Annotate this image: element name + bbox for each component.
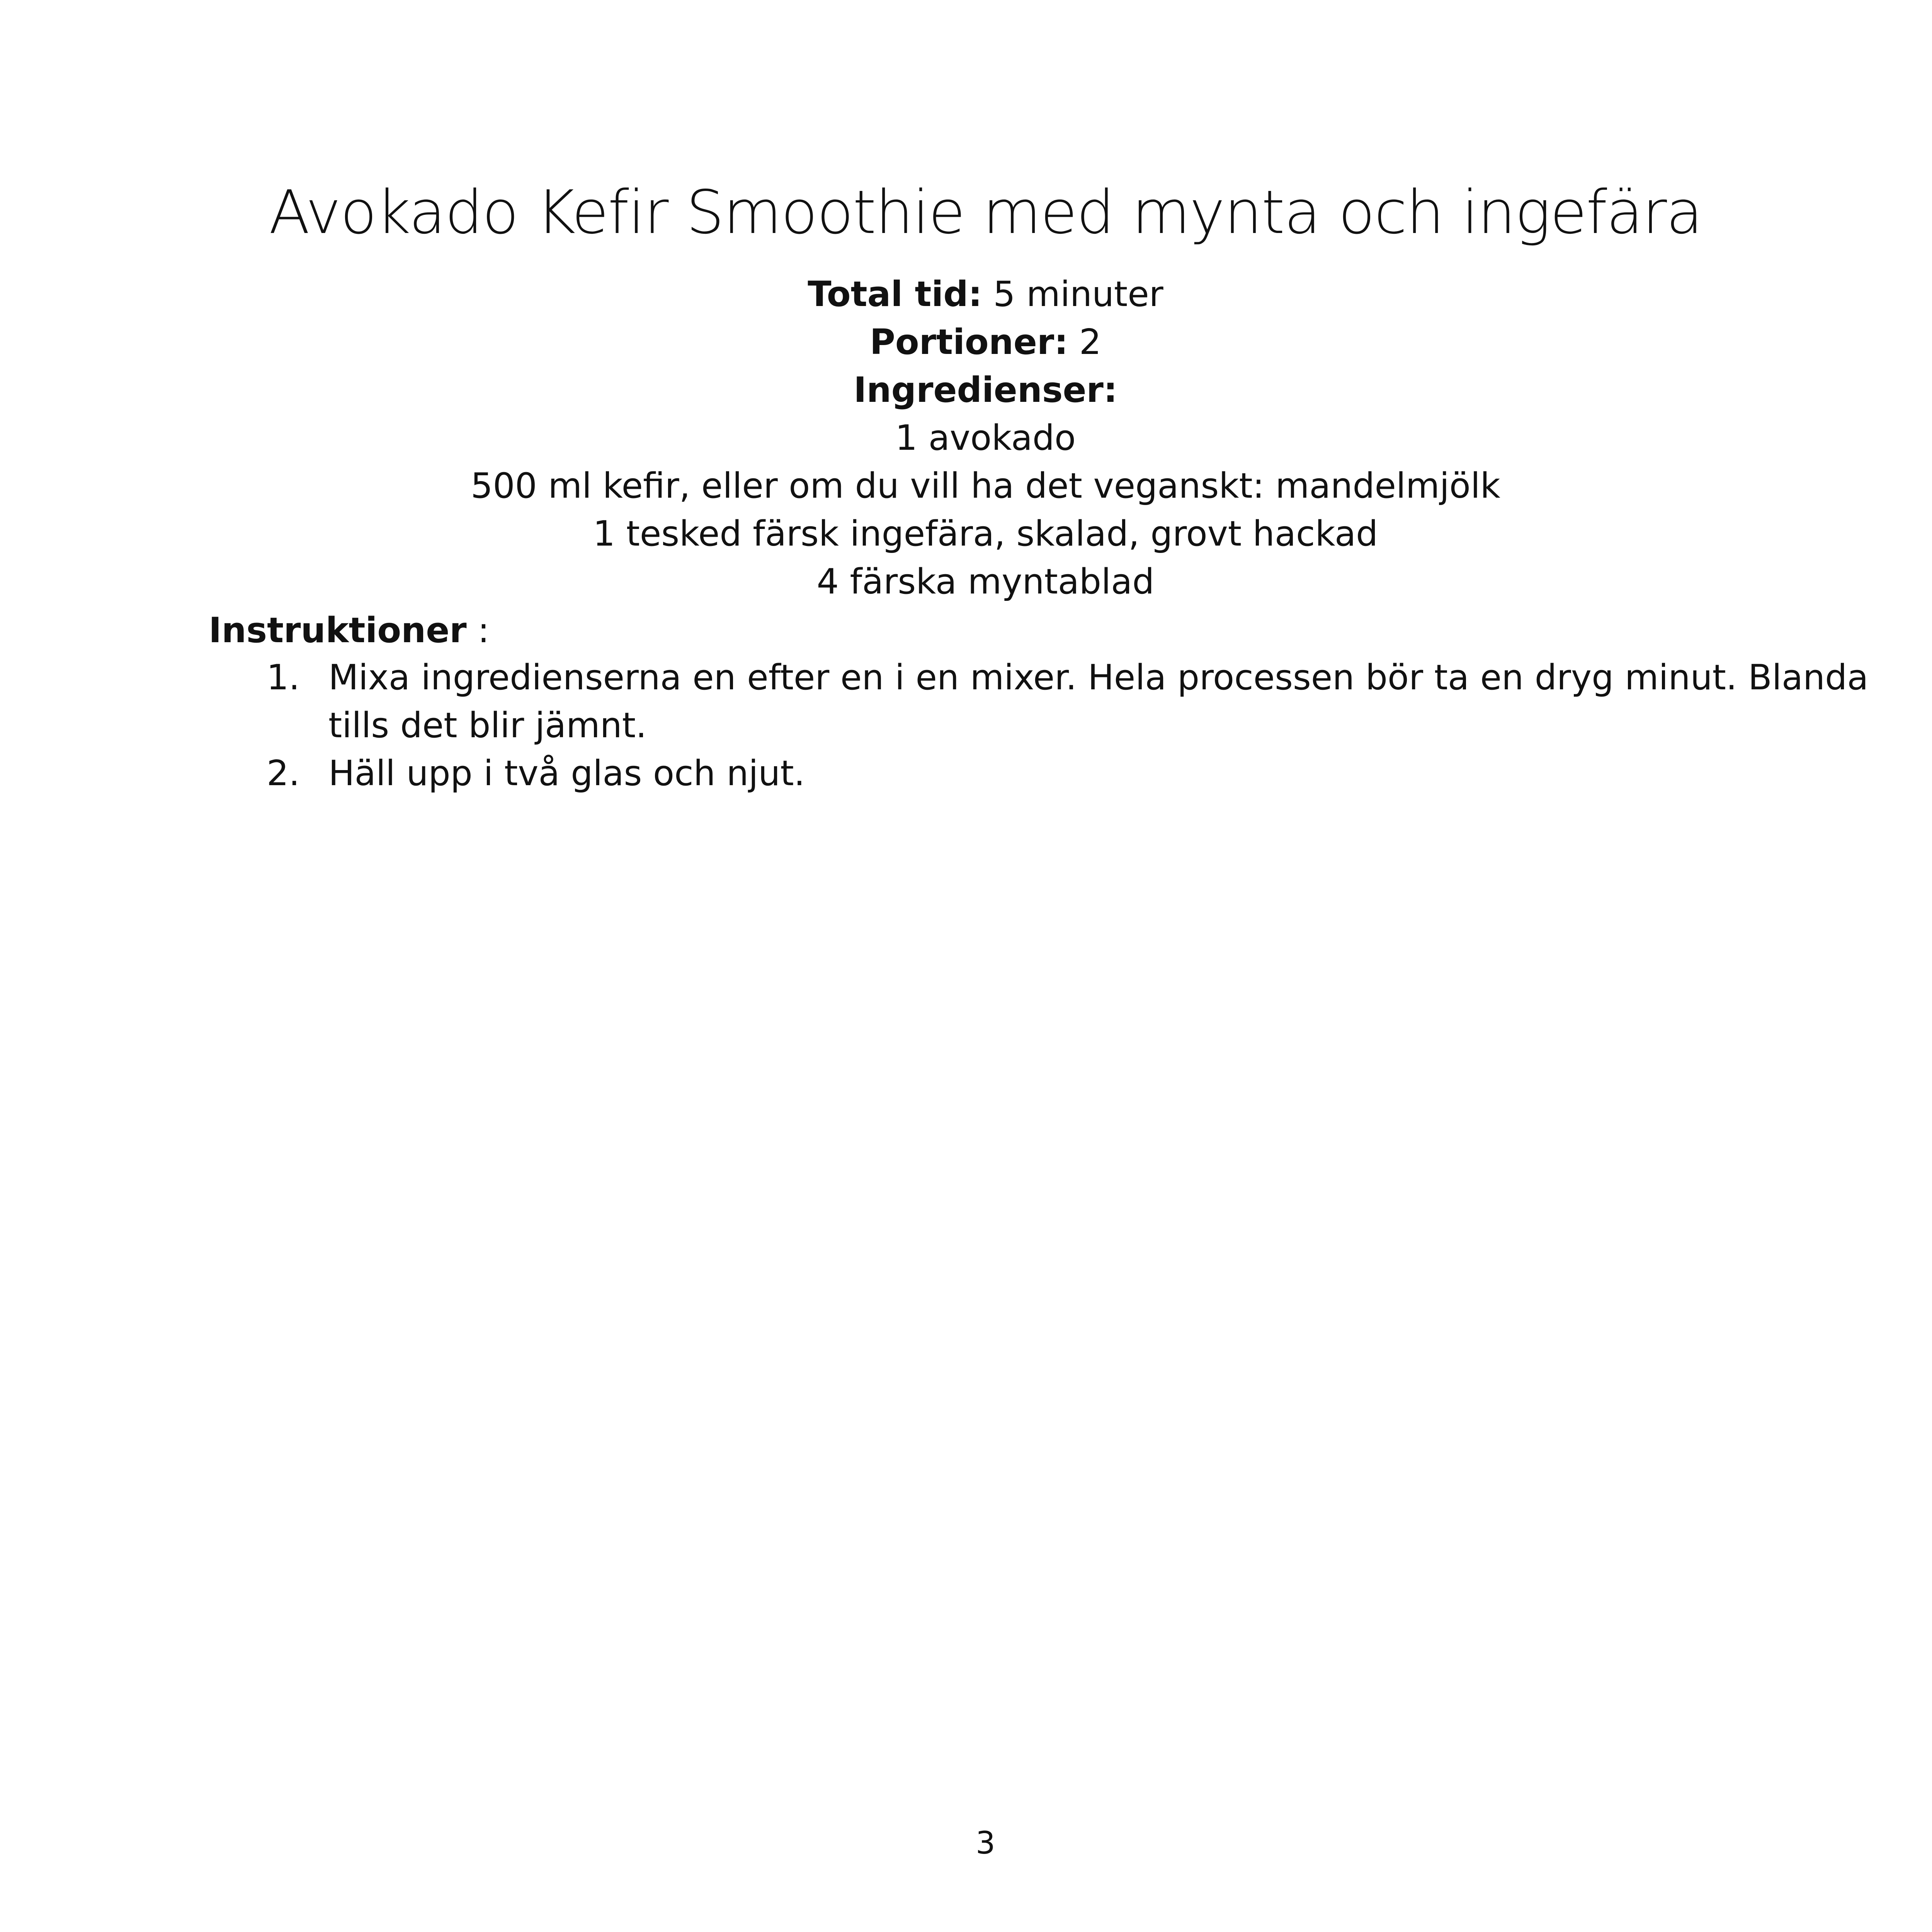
ingredient-item: 1 avokado xyxy=(895,418,1076,458)
servings-label: Portioner: xyxy=(869,322,1068,362)
instruction-step xyxy=(267,750,1889,798)
step-text: Mixa ingredienserna en efter en i en mixer. Hela processen bör ta en dryg minut. Blanda tills det blir jämnt. xyxy=(328,657,1869,746)
page-number: 3 xyxy=(976,1825,995,1861)
step-text: Häll upp i två glas och njut. xyxy=(328,753,805,794)
ingredients-heading xyxy=(0,366,1932,414)
total-time-label: Total tid: xyxy=(808,274,982,315)
ingredient-item: 1 tesked färsk ingefära, skalad, grovt hackad xyxy=(593,514,1378,554)
instruction-step xyxy=(267,654,1889,750)
instructions-heading xyxy=(209,607,490,655)
instructions-label-suffix: : xyxy=(466,610,490,651)
recipe-summary xyxy=(0,270,1932,606)
recipe-title: Avokado Kefir Smoothie med mynta och ingefära xyxy=(269,177,1702,247)
servings xyxy=(0,318,1932,366)
ingredient-item: 500 ml kefir, eller om du vill ha det veganskt: mandelmjölk xyxy=(471,466,1500,506)
instruction-list xyxy=(267,654,1889,798)
ingredient-item: 4 färska myntablad xyxy=(816,561,1155,602)
step-number: 1. xyxy=(267,657,300,698)
step-number: 2. xyxy=(267,753,300,794)
servings-value: 2 xyxy=(1068,322,1102,362)
ingredients-label: Ingredienser: xyxy=(854,370,1117,410)
total-time-value: 5 minuter xyxy=(982,274,1163,315)
instructions-label: Instruktioner xyxy=(209,610,467,651)
total-time xyxy=(0,270,1932,318)
